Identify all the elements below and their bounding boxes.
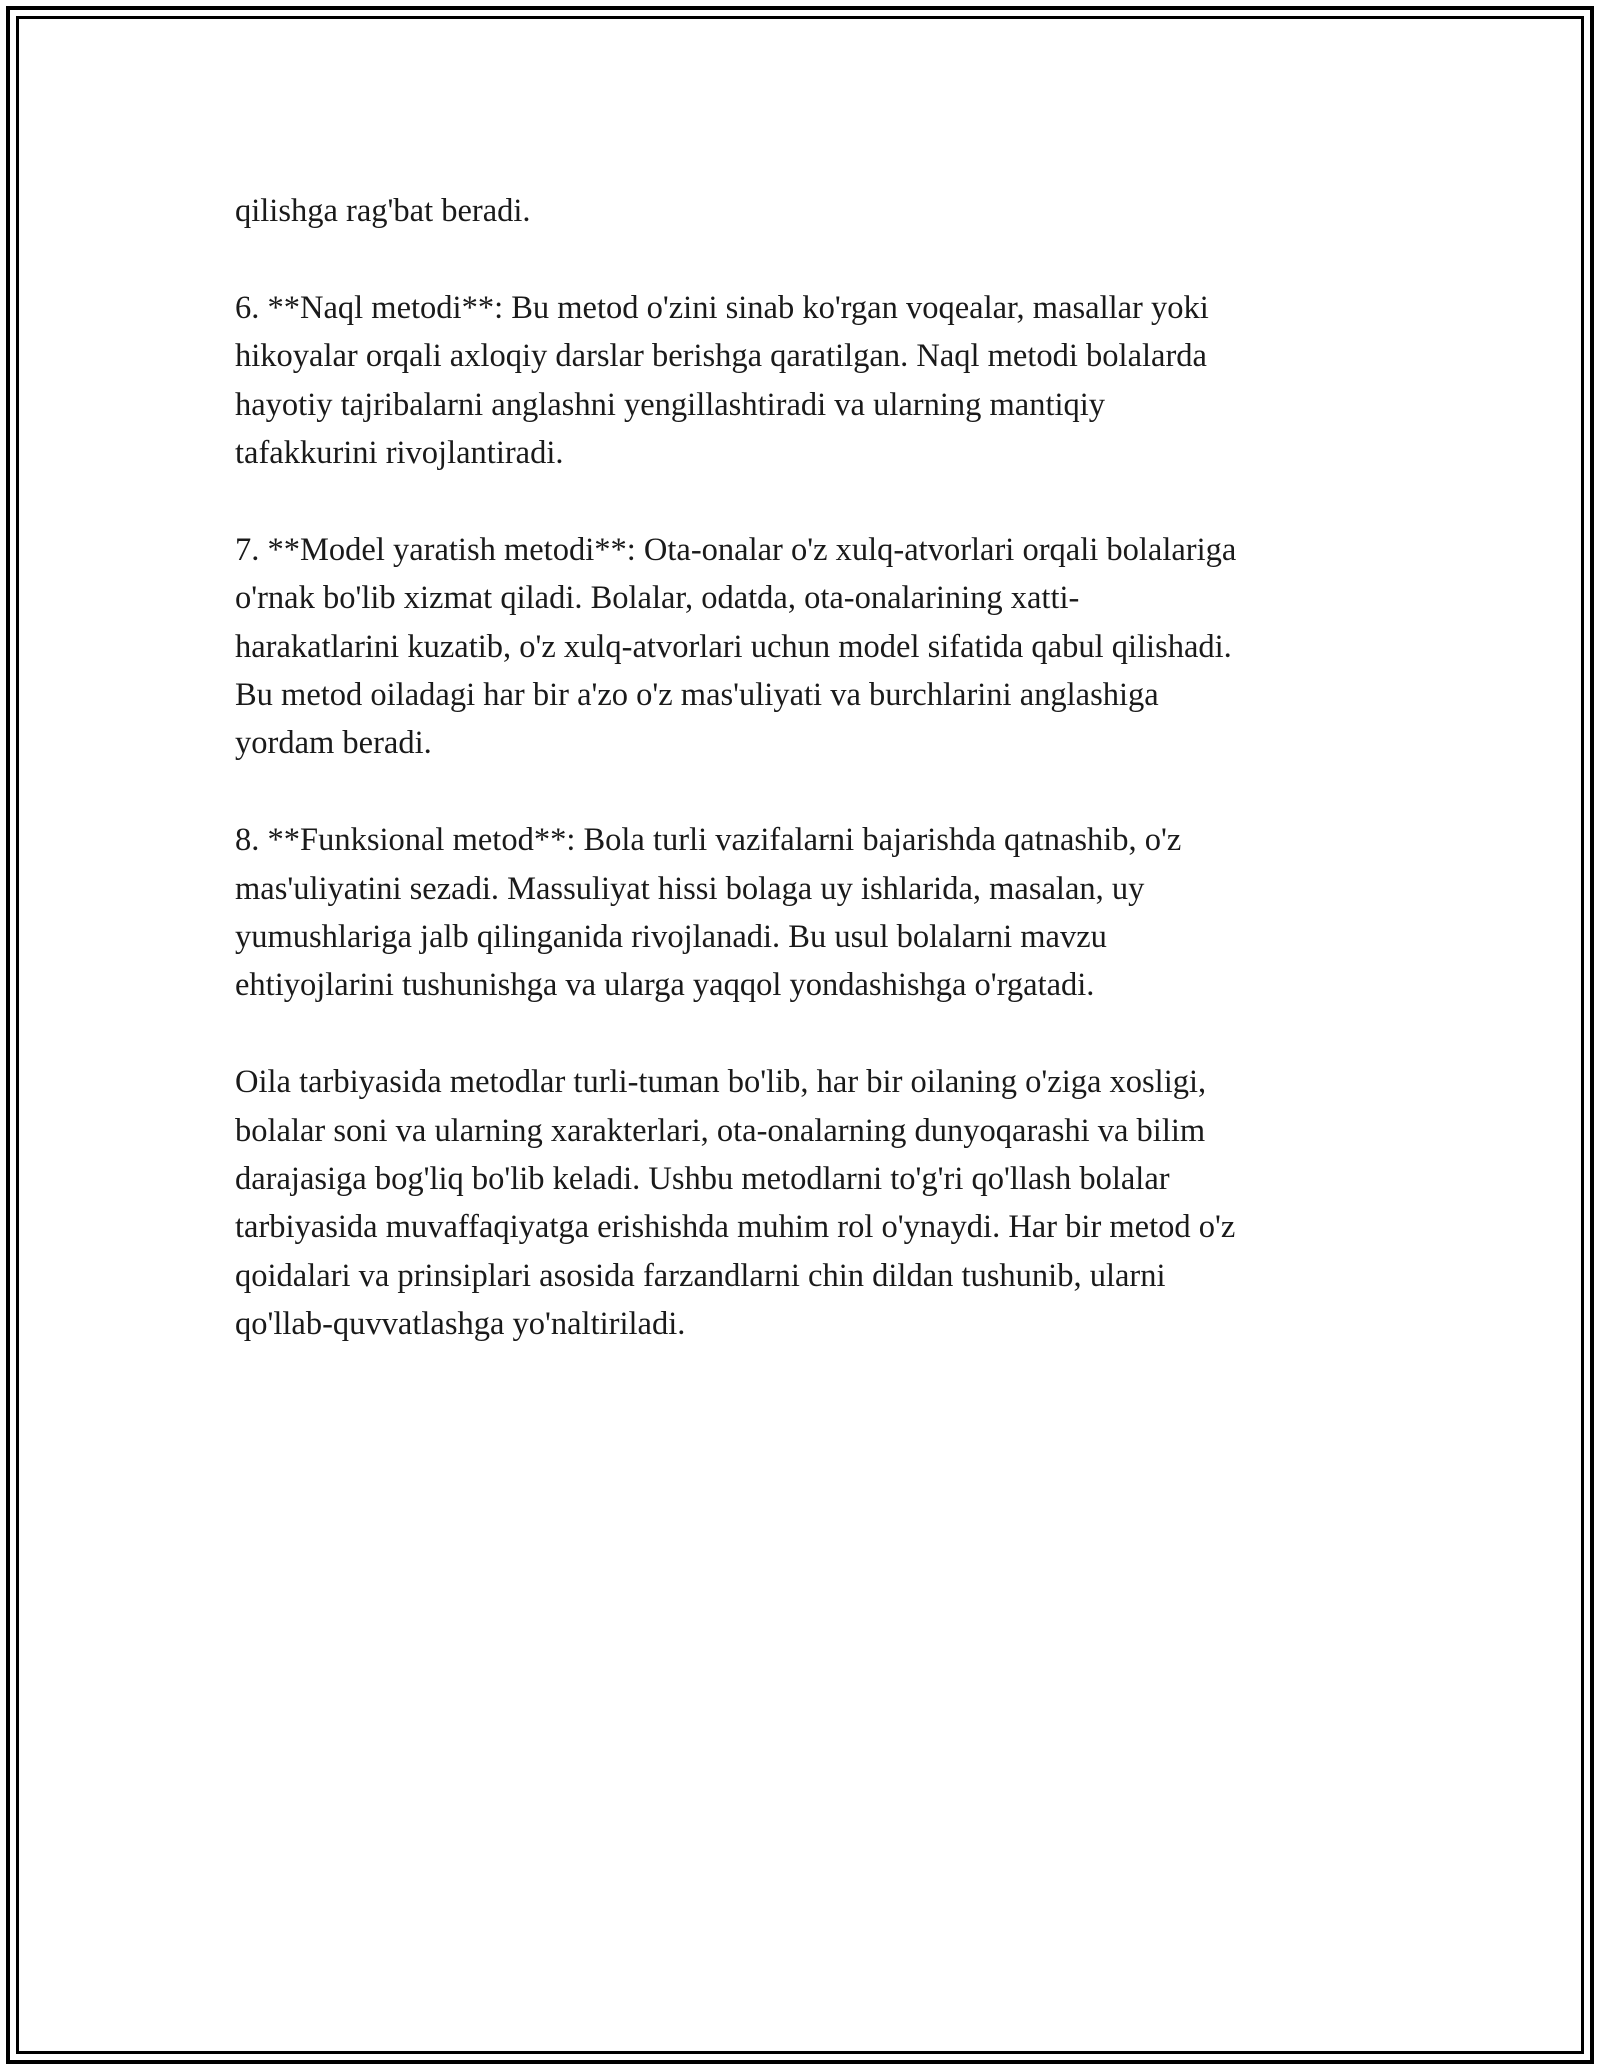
- paragraph-funksional-metod: 8. **Funksional metod**: Bola turli vazifalarni bajarishda qatnashib, o'z mas'uliyatini sezadi. Massuliyat hissi bolaga uy ishlarida, masalan, uy yumushlariga jalb qilinganida rivojlanadi. Bu usul bolalarni mavzu ehtiyojlarini tushunishga va ularga yaqqol yondashishga o'rgatadi.: [235, 822, 1182, 1004]
- document-body: [235, 187, 1385, 1397]
- paragraph-conclusion: Oila tarbiyasida metodlar turli-tuman bo'lib, har bir oilaning o'ziga xosligi, bolalar soni va ularning xarakterlari, ota-onalarning dunyoqarashi va bilim darajasiga bog'liq bo'lib keladi. Ushbu metodlarni to'g'ri qo'llash bolalar tarbiyasida muvaffaqiyatga erishishda muhim rol o'ynaydi. Har bir metod o'z qoidalari va prinsiplari asosida farzandlarni chin dildan tushunib, ularni qo'llab-quvvatlashga yo'naltiriladi.: [235, 1064, 1236, 1343]
- paragraph-model-yaratish-metodi: 7. **Model yaratish metodi**: Ota-onalar o'z xulq-atvorlari orqali bolalariga o'rnak bo'lib xizmat qiladi. Bolalar, odatda, ota-onalarining xatti- harakatlarini kuzatib, o'z xulq-atvorlari uchun model sifatida qabul qilishadi. Bu metod oiladagi har bir a'zo o'z mas'uliyati va burchlarini anglashiga yordam beradi.: [235, 531, 1237, 762]
- paragraph-continuation: qilishga rag'bat beradi.: [235, 193, 531, 229]
- paragraph-naql-metodi: 6. **Naql metodi**: Bu metod o'zini sinab ko'rgan voqealar, masallar yoki hikoyalar orqali axloqiy darslar berishga qaratilgan. Naql metodi bolalarda hayotiy tajribalarni anglashni yengillashtiradi va ularning mantiqiy tafakkurini rivojlantiradi.: [235, 289, 1209, 472]
